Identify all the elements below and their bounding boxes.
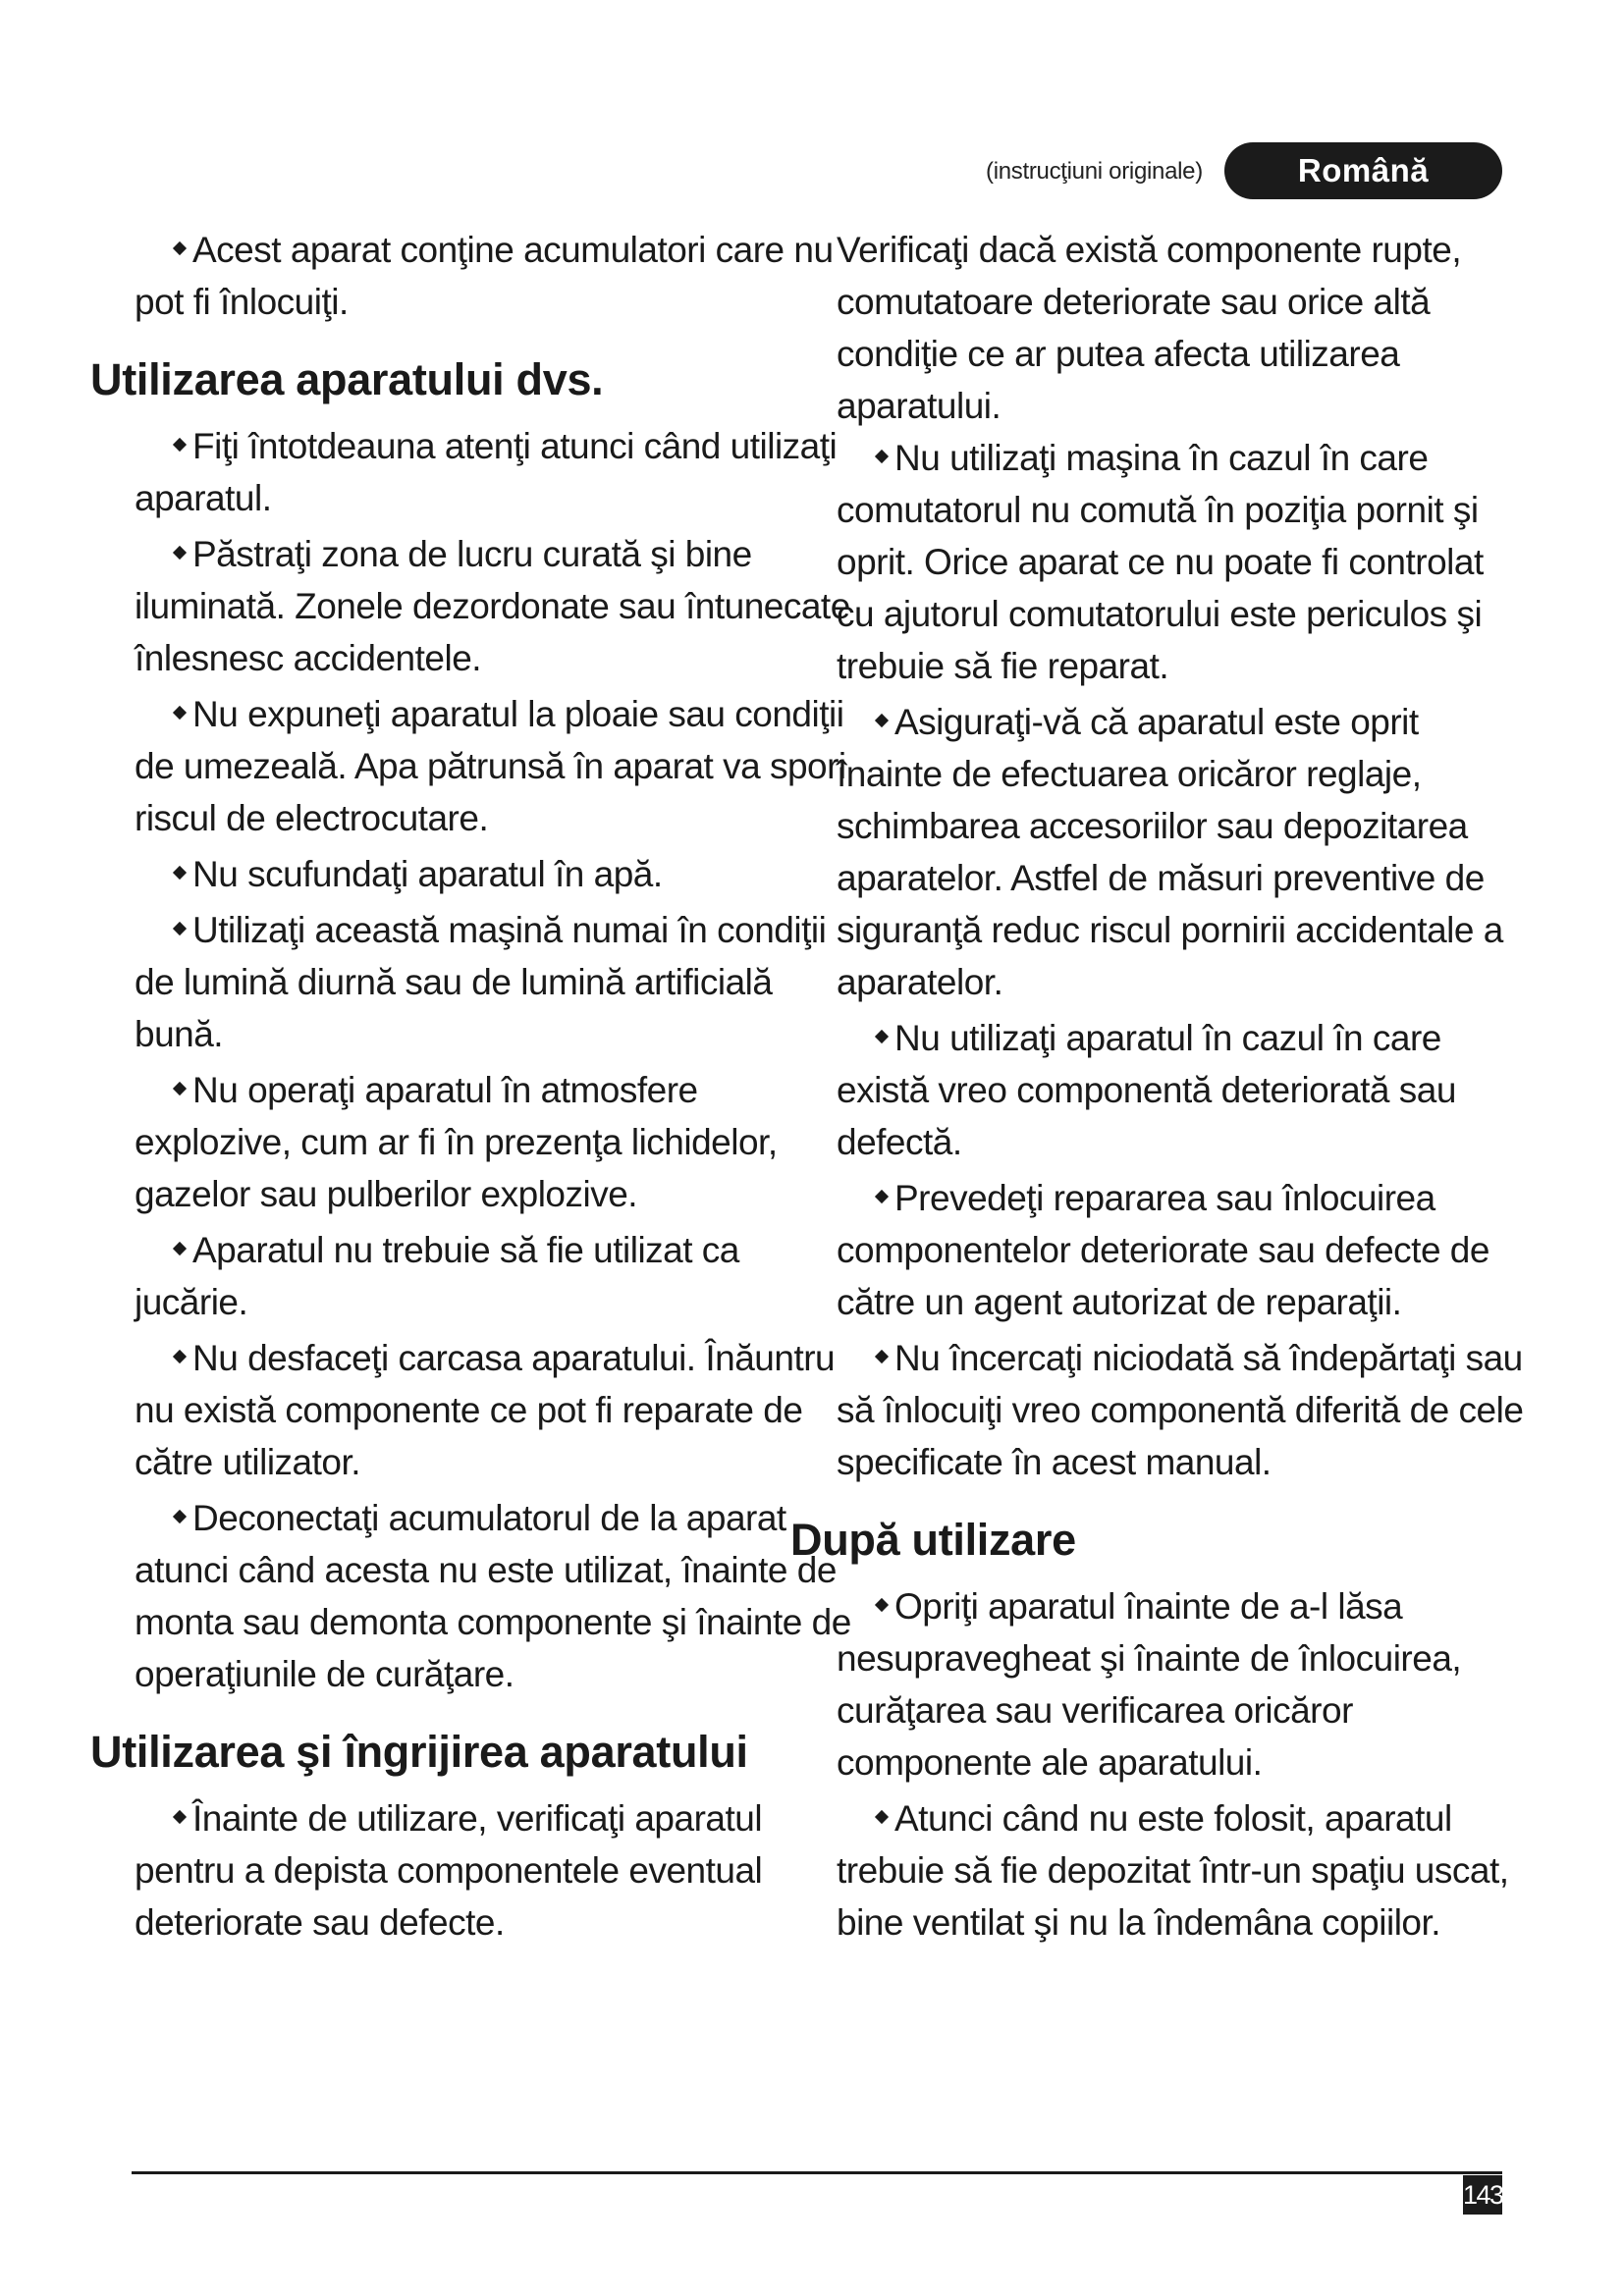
list-item: Nu operaţi aparatul în atmosfere explozive, cum ar fi în prezenţa lichidelor, gazelor sau pulberilor explozive.	[135, 1070, 778, 1214]
list-item: Opriţi aparatul înainte de a-l lăsa nesupravegheat şi înainte de înlocuirea, curăţarea sau verificarea oricăror componente ale aparatului.	[837, 1586, 1462, 1783]
list-item: Utilizaţi această maşină numai în condiţii de lumină diurnă sau de lumină artificială bună.	[135, 910, 827, 1054]
list-item: Nu scufundaţi aparatul în apă.	[135, 848, 855, 900]
right-column	[790, 224, 1529, 1949]
page-number: 143	[1463, 2175, 1502, 2215]
list-item: Asiguraţi-vă că aparatul este oprit înainte de efectuarea oricăror reglaje, schimbarea accesoriilor sau depozitarea aparatelor. Astfel de măsuri preventive de siguranţă reduc riscul pornirii accidentale a aparatelor.	[837, 702, 1503, 1002]
list-item: Nu utilizaţi maşina în cazul în care comutatorul nu comută în poziţia pornit şi oprit. Orice aparat ce nu poate fi controlat cu ajutorul comutatorului este periculos şi trebuie să fie reparat.	[837, 438, 1484, 686]
list-item: Înainte de utilizare, verificaţi aparatul pentru a depista componentele eventual deteriorate sau defecte.	[135, 1798, 763, 1943]
header-note: (instrucţiuni originale)	[986, 158, 1203, 185]
list-item: Nu utilizaţi aparatul în cazul în care există vreo componentă deteriorată sau defectă.	[837, 1018, 1456, 1162]
left-column	[90, 224, 855, 1949]
list-item: Păstraţi zona de lucru curată şi bine iluminată. Zonele dezordonate sau întunecate înlesnesc accidentele.	[135, 534, 850, 678]
list-item: Nu expuneţi aparatul la ploaie sau condiţii de umezeală. Apa pătrunsă în aparat va spori riscul de electrocutare.	[135, 694, 846, 838]
list-item: Nu desfaceţi carcasa aparatului. Înăuntru nu există componente ce pot fi reparate de către utilizator.	[135, 1338, 836, 1482]
paragraph-continuation: Verificaţi dacă există componente rupte, comutatoare deteriorate sau orice altă condiţie ce ar putea afecta utilizarea aparatului.	[837, 230, 1462, 426]
list-item: Prevedeţi repararea sau înlocuirea componentelor deteriorate sau defecte de către un agent autorizat de reparaţii.	[837, 1178, 1489, 1322]
list-item: Fiţi întotdeauna atenţi atunci când utilizaţi aparatul.	[135, 426, 838, 518]
list-item: Atunci când nu este folosit, aparatul trebuie să fie depozitat într-un spaţiu uscat, bine ventilat şi nu la îndemâna copiilor.	[837, 1798, 1509, 1943]
footer-divider	[132, 2171, 1502, 2174]
section-heading-after-use: După utilizare	[790, 1515, 1076, 1565]
list-item: Deconectaţi acumulatorul de la aparat atunci când acesta nu este utilizat, înainte de monta sau demonta componente şi înainte de operaţiunile de curăţare.	[135, 1498, 851, 1694]
language-badge: Română	[1224, 142, 1502, 199]
list-item: Aparatul nu trebuie să fie utilizat ca jucărie.	[135, 1230, 739, 1322]
list-item: Acest aparat conţine acumulatori care nu pot fi înlocuiţi.	[135, 230, 834, 322]
section-heading-usage: Utilizarea aparatului dvs.	[90, 354, 604, 404]
section-heading-care: Utilizarea şi îngrijirea aparatului	[90, 1727, 748, 1777]
list-item: Nu încercaţi niciodată să îndepărtaţi sau să înlocuiţi vreo componentă diferită de cele specificate în acest manual.	[837, 1338, 1524, 1482]
